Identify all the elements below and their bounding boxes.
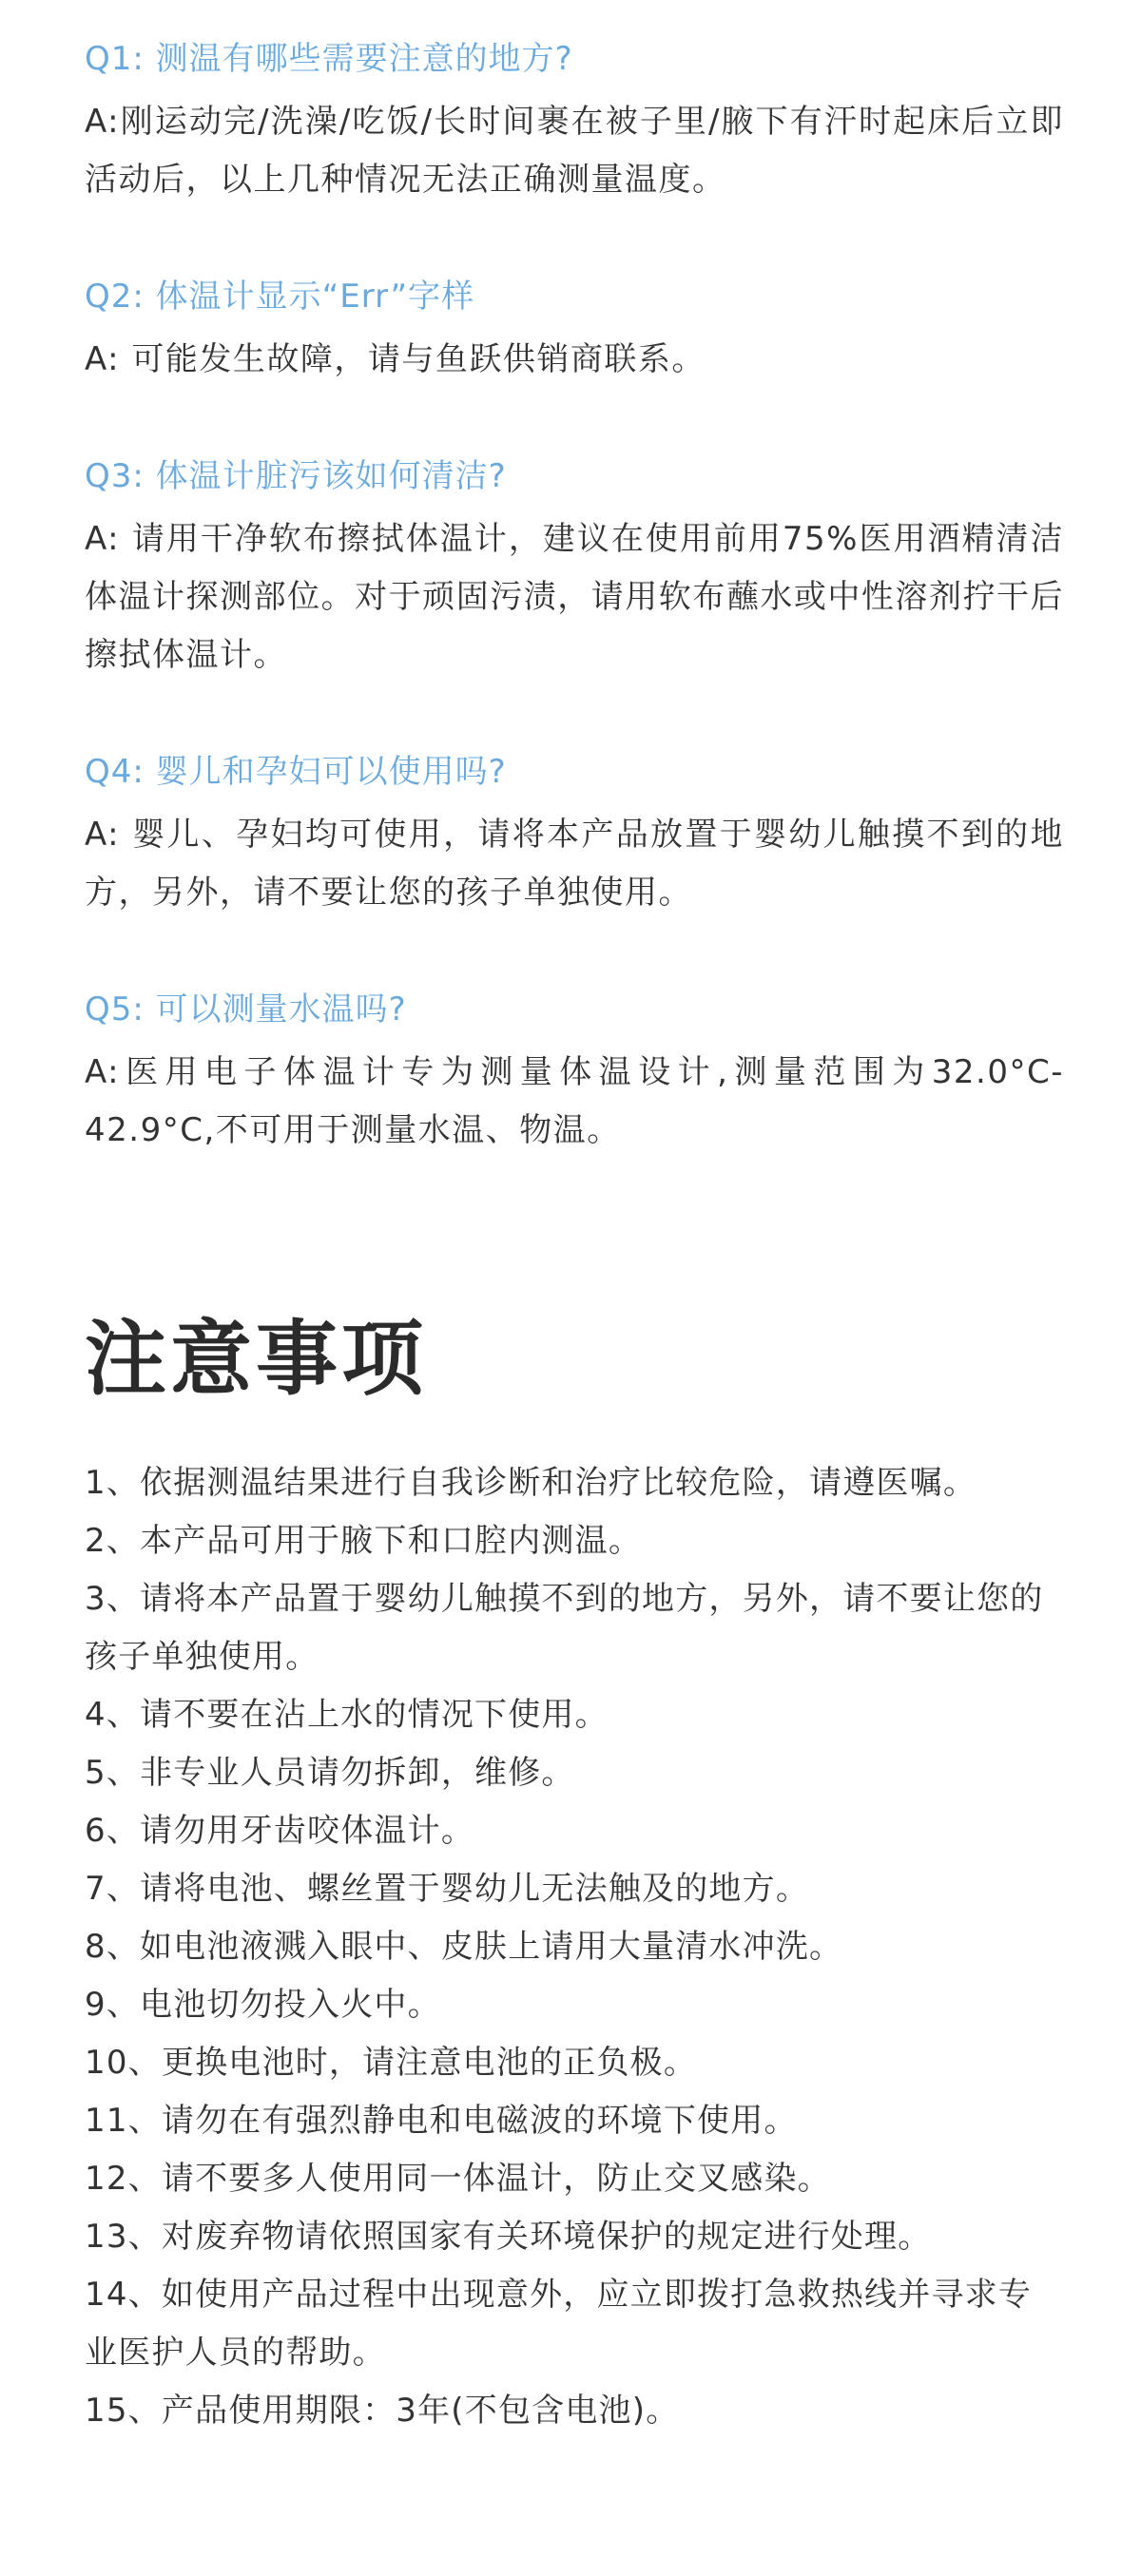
- faq-question: Q5: 可以测量水温吗?: [85, 990, 407, 1028]
- faq-item-4: [85, 751, 1064, 922]
- notes-item: 9、电池切勿投入火中。: [85, 1986, 441, 2024]
- notes-item: 8、如电池液溅入眼中、皮肤上请用大量清水冲洗。: [85, 1928, 843, 1966]
- notes-item: 10、更换电池时，请注意电池的正负极。: [85, 2044, 698, 2082]
- notes-item: 12、请不要多人使用同一体温计，防止交叉感染。: [85, 2160, 831, 2198]
- notes-item: 7、请将电池、螺丝置于婴幼儿无法触及的地方。: [85, 1870, 810, 1908]
- faq-answer: A:医用电子体温计专为测量体温设计,测量范围为32.0°C-42.9°C,不可用于测量水温、物温。: [85, 1053, 1064, 1149]
- notes-item: 11、请勿在有强烈静电和电磁波的环境下使用。: [85, 2102, 798, 2140]
- faq-question: Q2: 体温计显示“Err”字样: [85, 278, 475, 316]
- notes-item: 14、如使用产品过程中出现意外，应立即拨打急救热线并寻求专业医护人员的帮助。: [85, 2276, 1033, 2372]
- notes-item: 13、对废弃物请依照国家有关环境保护的规定进行处理。: [85, 2218, 932, 2256]
- faq-item-3: [85, 455, 1064, 684]
- faq-question: Q1: 测温有哪些需要注意的地方?: [85, 40, 573, 78]
- faq-item-5: [85, 989, 1064, 1160]
- notes-item: 5、非专业人员请勿拆卸，维修。: [85, 1754, 575, 1792]
- notes-item: 2、本产品可用于腋下和口腔内测温。: [85, 1522, 643, 1560]
- notes-item: 4、请不要在沾上水的情况下使用。: [85, 1696, 609, 1734]
- notes-list: [85, 1454, 1064, 2440]
- faq-item-2: [85, 276, 1064, 389]
- faq-question: Q3: 体温计脏污该如何清洁?: [85, 457, 507, 495]
- faq-answer: A: 可能发生故障，请与鱼跃供销商联系。: [85, 340, 706, 378]
- faq-item-1: [85, 38, 1064, 209]
- faq-answer: A: 请用干净软布擦拭体温计，建议在使用前用75%医用酒精清洁体温计探测部位。对于顽固污渍，请用软布蘸水或中性溶剂拧干后擦拭体温计。: [85, 520, 1064, 674]
- notes-item: 15、产品使用期限：3年(不包含电池)。: [85, 2392, 680, 2430]
- faq-answer: A: 婴儿、孕妇均可使用，请将本产品放置于婴幼儿触摸不到的地方，另外，请不要让您的孩子单独使用。: [85, 816, 1064, 912]
- faq-question: Q4: 婴儿和孕妇可以使用吗?: [85, 753, 507, 791]
- notes-item: 6、请勿用牙齿咬体温计。: [85, 1812, 475, 1850]
- notes-heading: 注意事项: [85, 1312, 427, 1407]
- notes-item: 1、依据测温结果进行自我诊断和治疗比较危险，请遵医嘱。: [85, 1464, 977, 1502]
- faq-answer: A:刚运动完/洗澡/吃饭/长时间裹在被子里/腋下有汗时起床后立即活动后，以上几种情况无法正确测量温度。: [85, 103, 1064, 199]
- faq-section: [85, 0, 1064, 1160]
- product-faq-page: [85, 0, 1064, 2430]
- notes-item: 3、请将本产品置于婴幼儿触摸不到的地方，另外，请不要让您的孩子单独使用。: [85, 1580, 1044, 1676]
